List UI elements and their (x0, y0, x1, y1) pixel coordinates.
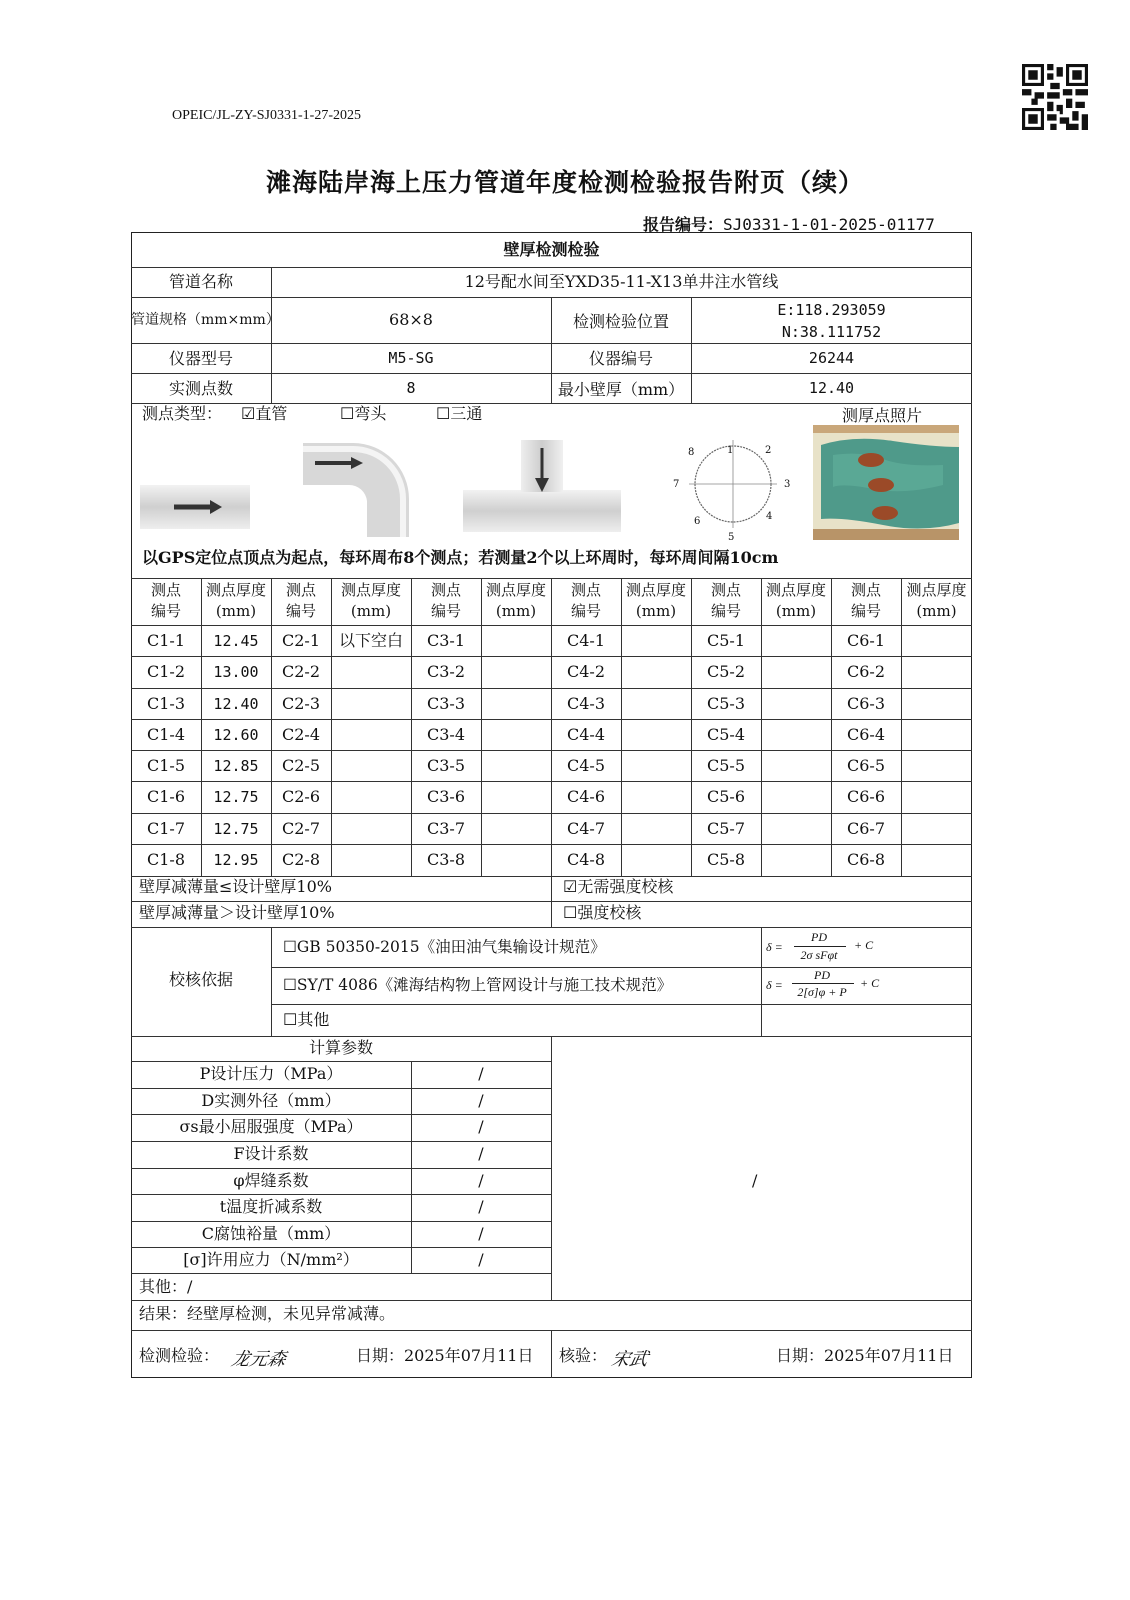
point-no-cell: C2-6 (281, 787, 320, 806)
formula-gb50350: δ = PD 2σ sFφt + C (766, 930, 874, 962)
gps-note: 以GPS定位点顶点为起点，每环周布8个测点；若测量2个以上环周时，每环周间隔10cm (142, 548, 779, 567)
calc-param-name: φ焊缝系数 (233, 1171, 309, 1190)
header-point-thickness: 测点厚度 (mm) (205, 581, 266, 620)
point-no-cell: C5-1 (706, 631, 745, 650)
point-thickness-cell: 12.95 (213, 851, 259, 869)
clock-label-5: 5 (728, 532, 735, 543)
instrument-model: M5-SG (388, 349, 434, 367)
point-no-cell: C1-7 (146, 819, 185, 838)
point-thickness-cell: 13.00 (213, 663, 259, 681)
point-no-cell: C6-8 (846, 850, 885, 869)
point-no-cell: C1-8 (146, 850, 185, 869)
min-thickness: 12.40 (808, 379, 855, 397)
tee-pipe-diagram (463, 440, 623, 534)
calc-param-name: σs最小屈服强度（MPa） (179, 1117, 363, 1136)
point-no-cell: C4-3 (566, 694, 605, 713)
location-e: E:118.293059 (777, 301, 886, 319)
point-no-cell: C4-8 (566, 850, 605, 869)
calc-param-value: / (478, 1197, 484, 1216)
clock-label-2: 2 (765, 445, 772, 456)
point-no-cell: C6-7 (846, 819, 885, 838)
calc-param-name: t温度折减系数 (219, 1197, 323, 1216)
point-no-cell: C3-6 (426, 787, 465, 806)
clock-label-1: 1 (727, 445, 734, 456)
calc-param-value: / (478, 1224, 484, 1243)
point-type-straight: ☑直管 (241, 404, 288, 423)
point-no-cell: C3-1 (426, 631, 465, 650)
point-no-cell: C2-5 (281, 756, 320, 775)
point-thickness-cell: 12.60 (213, 726, 259, 744)
conclusion: 结果：经壁厚检测，未见异常减薄。 (139, 1304, 396, 1323)
clock-label-3: 3 (784, 479, 791, 490)
pipe-spec: 68×8 (389, 310, 433, 329)
point-no-cell: C1-6 (146, 787, 185, 806)
thickness-point-photo (813, 425, 959, 540)
point-type-elbow: ☐弯头 (340, 404, 387, 423)
formula-syt4086: δ = PD 2[σ]φ + P + C (766, 968, 880, 999)
point-no-cell: C5-7 (706, 819, 745, 838)
other-note: 其他：/ (139, 1277, 193, 1296)
points-label: 实测点数 (168, 379, 233, 398)
point-thickness-cell: 12.40 (213, 695, 259, 713)
point-no-cell: C2-7 (281, 819, 320, 838)
point-no-cell: C5-4 (706, 725, 745, 744)
calc-param-name: P设计压力（MPa） (199, 1064, 343, 1083)
elbow-pipe-diagram (303, 441, 415, 539)
point-no-cell: C6-6 (846, 787, 885, 806)
point-no-cell: C6-3 (846, 694, 885, 713)
calc-result: / (752, 1171, 758, 1190)
point-no-cell: C5-2 (706, 662, 745, 681)
report-number: 报告编号：SJ0331-1-01-2025-01177 (643, 215, 935, 234)
calc-param-value: / (478, 1117, 484, 1136)
location-n: N:38.111752 (781, 323, 882, 341)
header-point-no: 测点 编号 (150, 581, 181, 620)
point-thickness-cell: 12.75 (213, 820, 259, 838)
review-date: 日期：2025年07月11日 (776, 1346, 954, 1365)
point-no-cell: C3-5 (426, 756, 465, 775)
point-thickness-cell: 12.45 (213, 632, 259, 650)
point-no-cell: C2-1 (281, 631, 320, 650)
point-no-cell: C4-7 (566, 819, 605, 838)
calc-param-name: F设计系数 (233, 1144, 309, 1163)
point-no-cell: C2-2 (281, 662, 320, 681)
point-no-cell: C4-1 (566, 631, 605, 650)
header-point-thickness: 测点厚度 (mm) (485, 581, 546, 620)
instrument-model-label: 仪器型号 (168, 349, 233, 368)
point-no-cell: C6-2 (846, 662, 885, 681)
thinning-gt-10pct: 壁厚减薄量＞设计壁厚10% (139, 903, 335, 922)
clock-label-7: 7 (673, 479, 680, 490)
point-no-cell: C4-2 (566, 662, 605, 681)
point-no-cell: C5-6 (706, 787, 745, 806)
clock-label-4: 4 (766, 511, 773, 522)
report-title: 滩海陆岸海上压力管道年度检测检验报告附页（续） (265, 168, 864, 197)
location-label: 检测检验位置 (572, 312, 669, 331)
clock-label-6: 6 (694, 516, 701, 527)
point-thickness-cell: 以下空白 (338, 631, 403, 650)
points: 8 (406, 379, 416, 397)
point-no-cell: C3-4 (426, 725, 465, 744)
point-no-cell: C4-4 (566, 725, 605, 744)
point-no-cell: C6-5 (846, 756, 885, 775)
point-no-cell: C1-1 (146, 631, 185, 650)
point-no-cell: C4-5 (566, 756, 605, 775)
pipe-name-label: 管道名称 (168, 272, 233, 291)
inspector-signature: 龙元森 (229, 1349, 288, 1370)
pipe-spec-label: 管道规格（mm×mm） (131, 312, 280, 328)
point-no-cell: C1-3 (146, 694, 185, 713)
header-point-thickness: 测点厚度 (mm) (765, 581, 826, 620)
instrument-no-label: 仪器编号 (588, 349, 653, 368)
photo-label: 测厚点照片 (842, 406, 923, 425)
clock-label-8: 8 (688, 447, 695, 458)
calc-param-name: C腐蚀裕量（mm） (201, 1224, 341, 1243)
point-no-cell: C2-8 (281, 850, 320, 869)
point-no-cell: C1-5 (146, 756, 185, 775)
calc-param-value: / (478, 1091, 484, 1110)
header-point-no: 测点 编号 (285, 581, 316, 620)
basis-syt4086: ☐SY/T 4086《滩海结构物上管网设计与施工技术规范》 (283, 976, 673, 994)
point-thickness-cell: 12.85 (213, 757, 259, 775)
reviewer-label: 核验： (559, 1346, 608, 1365)
calc-params-title: 计算参数 (308, 1038, 373, 1057)
point-no-cell: C3-7 (426, 819, 465, 838)
point-no-cell: C3-2 (426, 662, 465, 681)
point-no-cell: C5-5 (706, 756, 745, 775)
calc-param-name: [σ]许用应力（N/mm²） (183, 1250, 359, 1269)
calc-param-value: / (478, 1250, 484, 1269)
strength-check: ☐强度校核 (563, 903, 642, 922)
basis-label: 校核依据 (168, 970, 233, 989)
section-title: 壁厚检测检验 (503, 240, 600, 259)
header-point-no: 测点 编号 (850, 581, 881, 620)
min-thickness-label: 最小壁厚（mm） (557, 380, 685, 399)
qr-code-icon (1022, 64, 1088, 130)
point-no-cell: C4-6 (566, 787, 605, 806)
point-type-label: 测点类型： (142, 404, 223, 423)
calc-param-name: D实测外径（mm） (201, 1091, 341, 1110)
basis-other: ☐其他 (283, 1010, 330, 1029)
header-point-no: 测点 编号 (430, 581, 461, 620)
point-thickness-cell: 12.75 (213, 788, 259, 806)
point-no-cell: C3-8 (426, 850, 465, 869)
point-no-cell: C1-4 (146, 725, 185, 744)
no-strength-check: ☑无需强度校核 (563, 877, 674, 896)
header-point-thickness: 测点厚度 (mm) (906, 581, 967, 620)
calc-param-value: / (478, 1064, 484, 1083)
document-id: OPEIC/JL-ZY-SJ0331-1-27-2025 (172, 108, 361, 123)
header-point-no: 测点 编号 (710, 581, 741, 620)
point-no-cell: C6-1 (846, 631, 885, 650)
calc-param-value: / (478, 1171, 484, 1190)
point-type-tee: ☐三通 (436, 404, 483, 423)
reviewer-signature: 宋武 (609, 1349, 650, 1370)
straight-pipe-diagram (140, 485, 252, 529)
inspection-date: 日期：2025年07月11日 (356, 1346, 534, 1365)
pipe-name: 12号配水间至YXD35-11-X13单井注水管线 (464, 272, 779, 291)
basis-gb50350: ☐GB 50350-2015《油田油气集输设计规范》 (283, 938, 606, 956)
header-point-thickness: 测点厚度 (mm) (625, 581, 686, 620)
point-no-cell: C1-2 (146, 662, 185, 681)
thinning-le-10pct: 壁厚减薄量≤设计壁厚10% (139, 877, 332, 896)
point-no-cell: C2-4 (281, 725, 320, 744)
calc-param-value: / (478, 1144, 484, 1163)
header-point-no: 测点 编号 (570, 581, 601, 620)
point-no-cell: C2-3 (281, 694, 320, 713)
point-no-cell: C5-8 (706, 850, 745, 869)
point-no-cell: C3-3 (426, 694, 465, 713)
point-no-cell: C6-4 (846, 725, 885, 744)
point-no-cell: C5-3 (706, 694, 745, 713)
inspector-label: 检测检验： (139, 1346, 220, 1365)
instrument-no: 26244 (808, 349, 855, 367)
header-point-thickness: 测点厚度 (mm) (340, 581, 401, 620)
